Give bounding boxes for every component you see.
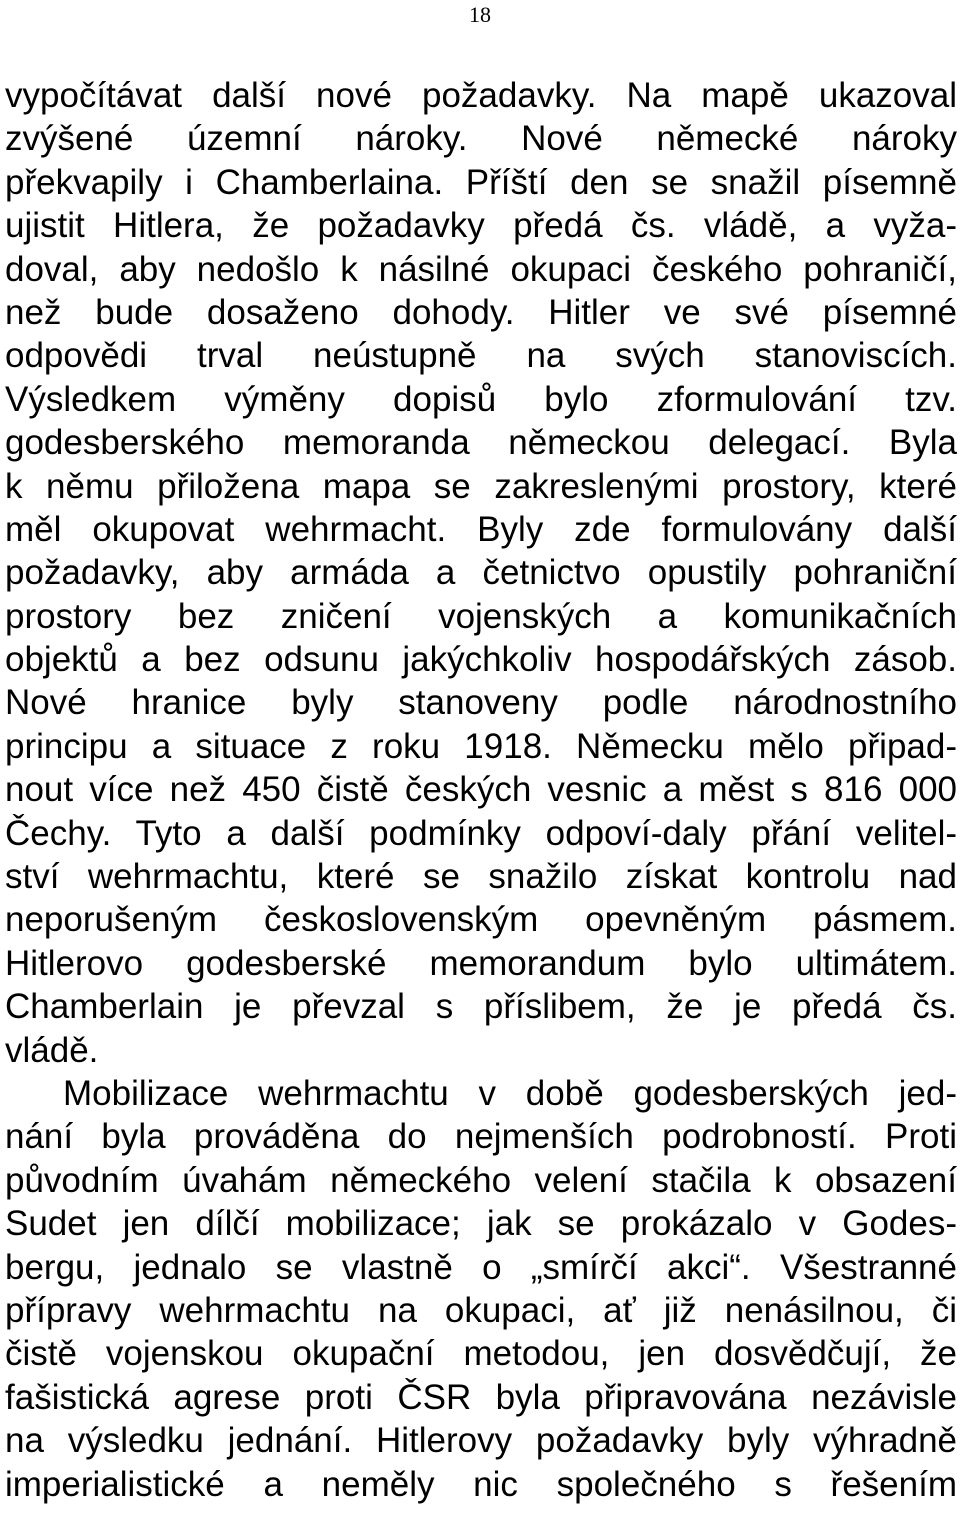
text-line: požadavky, aby armáda a četnictvo opustily pohraniční [5,553,957,593]
text-line: překvapily i Chamberlaina. Příští den se snažil písemně [5,162,957,202]
text-line: Výsledkem výměny dopisů bylo zformulování tzv. [5,379,957,419]
text-line: principu a situace z roku 1918. Německu mělo připad- [5,726,957,766]
text-line: imperialistické a neměly nic společného s řešením [5,1464,957,1504]
text-line: vypočítávat další nové požadavky. Na mapě ukazoval [5,76,957,115]
text-line: godesberského memoranda německou delegací. Byla [5,423,957,463]
text-line: než bude dosaženo dohody. Hitler ve své písemné [5,292,957,332]
text-line: doval, aby nedošlo k násilné okupaci českého pohraničí, [5,249,957,289]
text-line: Čechy. Tyto a další podmínky odpoví-daly přání velitel- [5,813,957,853]
text-line: nání byla prováděna do nejmenších podrobností. Proti [5,1117,957,1157]
text-line: Nové hranice byly stanoveny podle národnostního [5,683,957,723]
text-line: původním úvahám německého velení stačila k obsazení [5,1160,957,1200]
text-line: přípravy wehrmachtu na okupaci, ať již nenásilnou, či [5,1290,957,1330]
text-line: Hitlerovo godesberské memorandum bylo ultimátem. [5,943,957,983]
text-line: vládě. [5,1030,99,1070]
text-line: Chamberlain je převzal s příslibem, že je předá čs. [5,987,957,1027]
text-line: na výsledku jednání. Hitlerovy požadavky byly výhradně [5,1421,957,1461]
text-line: k němu přiložena mapa se zakreslenými prostory, které [5,466,957,506]
text-line: nout více než 450 čistě českých vesnic a měst s 816 000 [5,770,957,810]
body-text [5,74,957,1506]
text-line: Mobilizace wehrmachtu v době godesberských jed- [63,1073,957,1113]
text-line: měl okupovat wehrmacht. Byly zde formulovány další [5,509,957,549]
text-line: Sudet jen dílčí mobilizace; jak se prokázalo v Godes- [5,1204,957,1244]
text-line: bergu, jednalo se vlastně o „smírčí akci“. Všestranné [5,1247,957,1287]
text-line: neporušeným československým opevněným pásmem. [5,900,957,940]
text-line: zvýšené územní nároky. Nové německé nároky [5,119,957,159]
text-line: odpovědi trval neústupně na svých stanoviscích. [5,336,957,376]
text-line: fašistická agrese proti ČSR byla připravována nezávisle [5,1377,957,1417]
text-line: čistě vojenskou okupační metodou, jen dosvědčují, že [5,1334,957,1374]
text-line: objektů a bez odsunu jakýchkoliv hospodářských zásob. [5,640,957,680]
text-line: prostory bez zničení vojenských a komunikačních [5,596,957,636]
text-line: ujistit Hitlera, že požadavky předá čs. vládě, a vyža- [5,206,957,246]
page-number: 18 [469,2,491,27]
text-line: ství wehrmachtu, které se snažilo získat kontrolu nad [5,857,957,897]
